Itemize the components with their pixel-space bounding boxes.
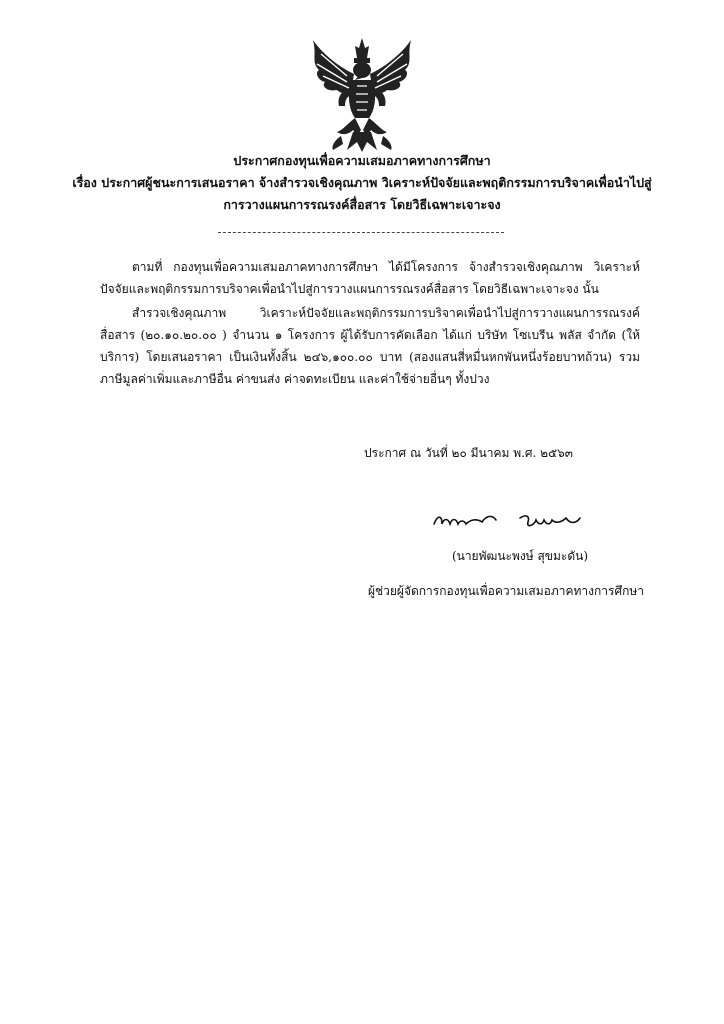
announcement-date: ประกาศ ณ วันที่ ๒๐ มีนาคม พ.ศ. ๒๕๖๓: [364, 446, 573, 460]
signer-name: (นายพัฒนะพงษ์ สุขมะดัน): [451, 549, 589, 563]
dashed-divider: [218, 232, 504, 233]
announcement-subject-continued: การวางแผนการรณรงค์สื่อสาร โดยวิธีเฉพาะเจาะจง: [223, 197, 501, 212]
body-paragraph-2: สำรวจเชิงคุณภาพ วิเคราะห์ปัจจัยและพฤติกรรมการบริจาคเพื่อนำไปสู่การวางแผนการรณรงค์สื่อสาร (๒๐.๑๐.๒๐.๐๐ ) จำนวน ๑ โครงการ ผู้ได้รับการคัดเลือก ได้แก่ บริษัท โซเบรีน พลัส จำกัด (ให้บริการ) โดยเสนอราคา เป็นเงินทั้งสิ้น ๒๔๖,๑๐๐.๐๐ บาท (สองแสนสี่หมื่นหกพันหนึ่งร้อยบาทถ้วน) รวมภาษีมูลค่าเพิ่มและภาษีอื่น ค่าขนส่ง ค่าจดทะเบียน และค่าใช้จ่ายอื่นๆ ทั้งปวง: [100, 306, 640, 386]
handwritten-signature-icon: [430, 504, 600, 536]
announcement-subject: เรื่อง ประกาศผู้ชนะการเสนอราคา จ้างสำรวจเชิงคุณภาพ วิเคราะห์ปัจจัยและพฤติกรรมการบริจาคเพื่อนำไปสู่: [72, 175, 652, 190]
garuda-emblem-icon: [307, 36, 417, 152]
body-paragraph-1: ตามที่ กองทุนเพื่อความเสมอภาคทางการศึกษา ได้มีโครงการ จ้างสำรวจเชิงคุณภาพ วิเคราะห์ปัจจัยและพฤติกรรมการบริจาคเพื่อนำไปสู่การวางแผนการรณรงค์สื่อสาร โดยวิธีเฉพาะเจาะจง นั้น: [100, 260, 640, 296]
signer-title: ผู้ช่วยผู้จัดการกองทุนเพื่อความเสมอภาคทางการศึกษา: [367, 584, 645, 598]
announcement-title: ประกาศกองทุนเพื่อความเสมอภาคทางการศึกษา: [233, 153, 491, 168]
